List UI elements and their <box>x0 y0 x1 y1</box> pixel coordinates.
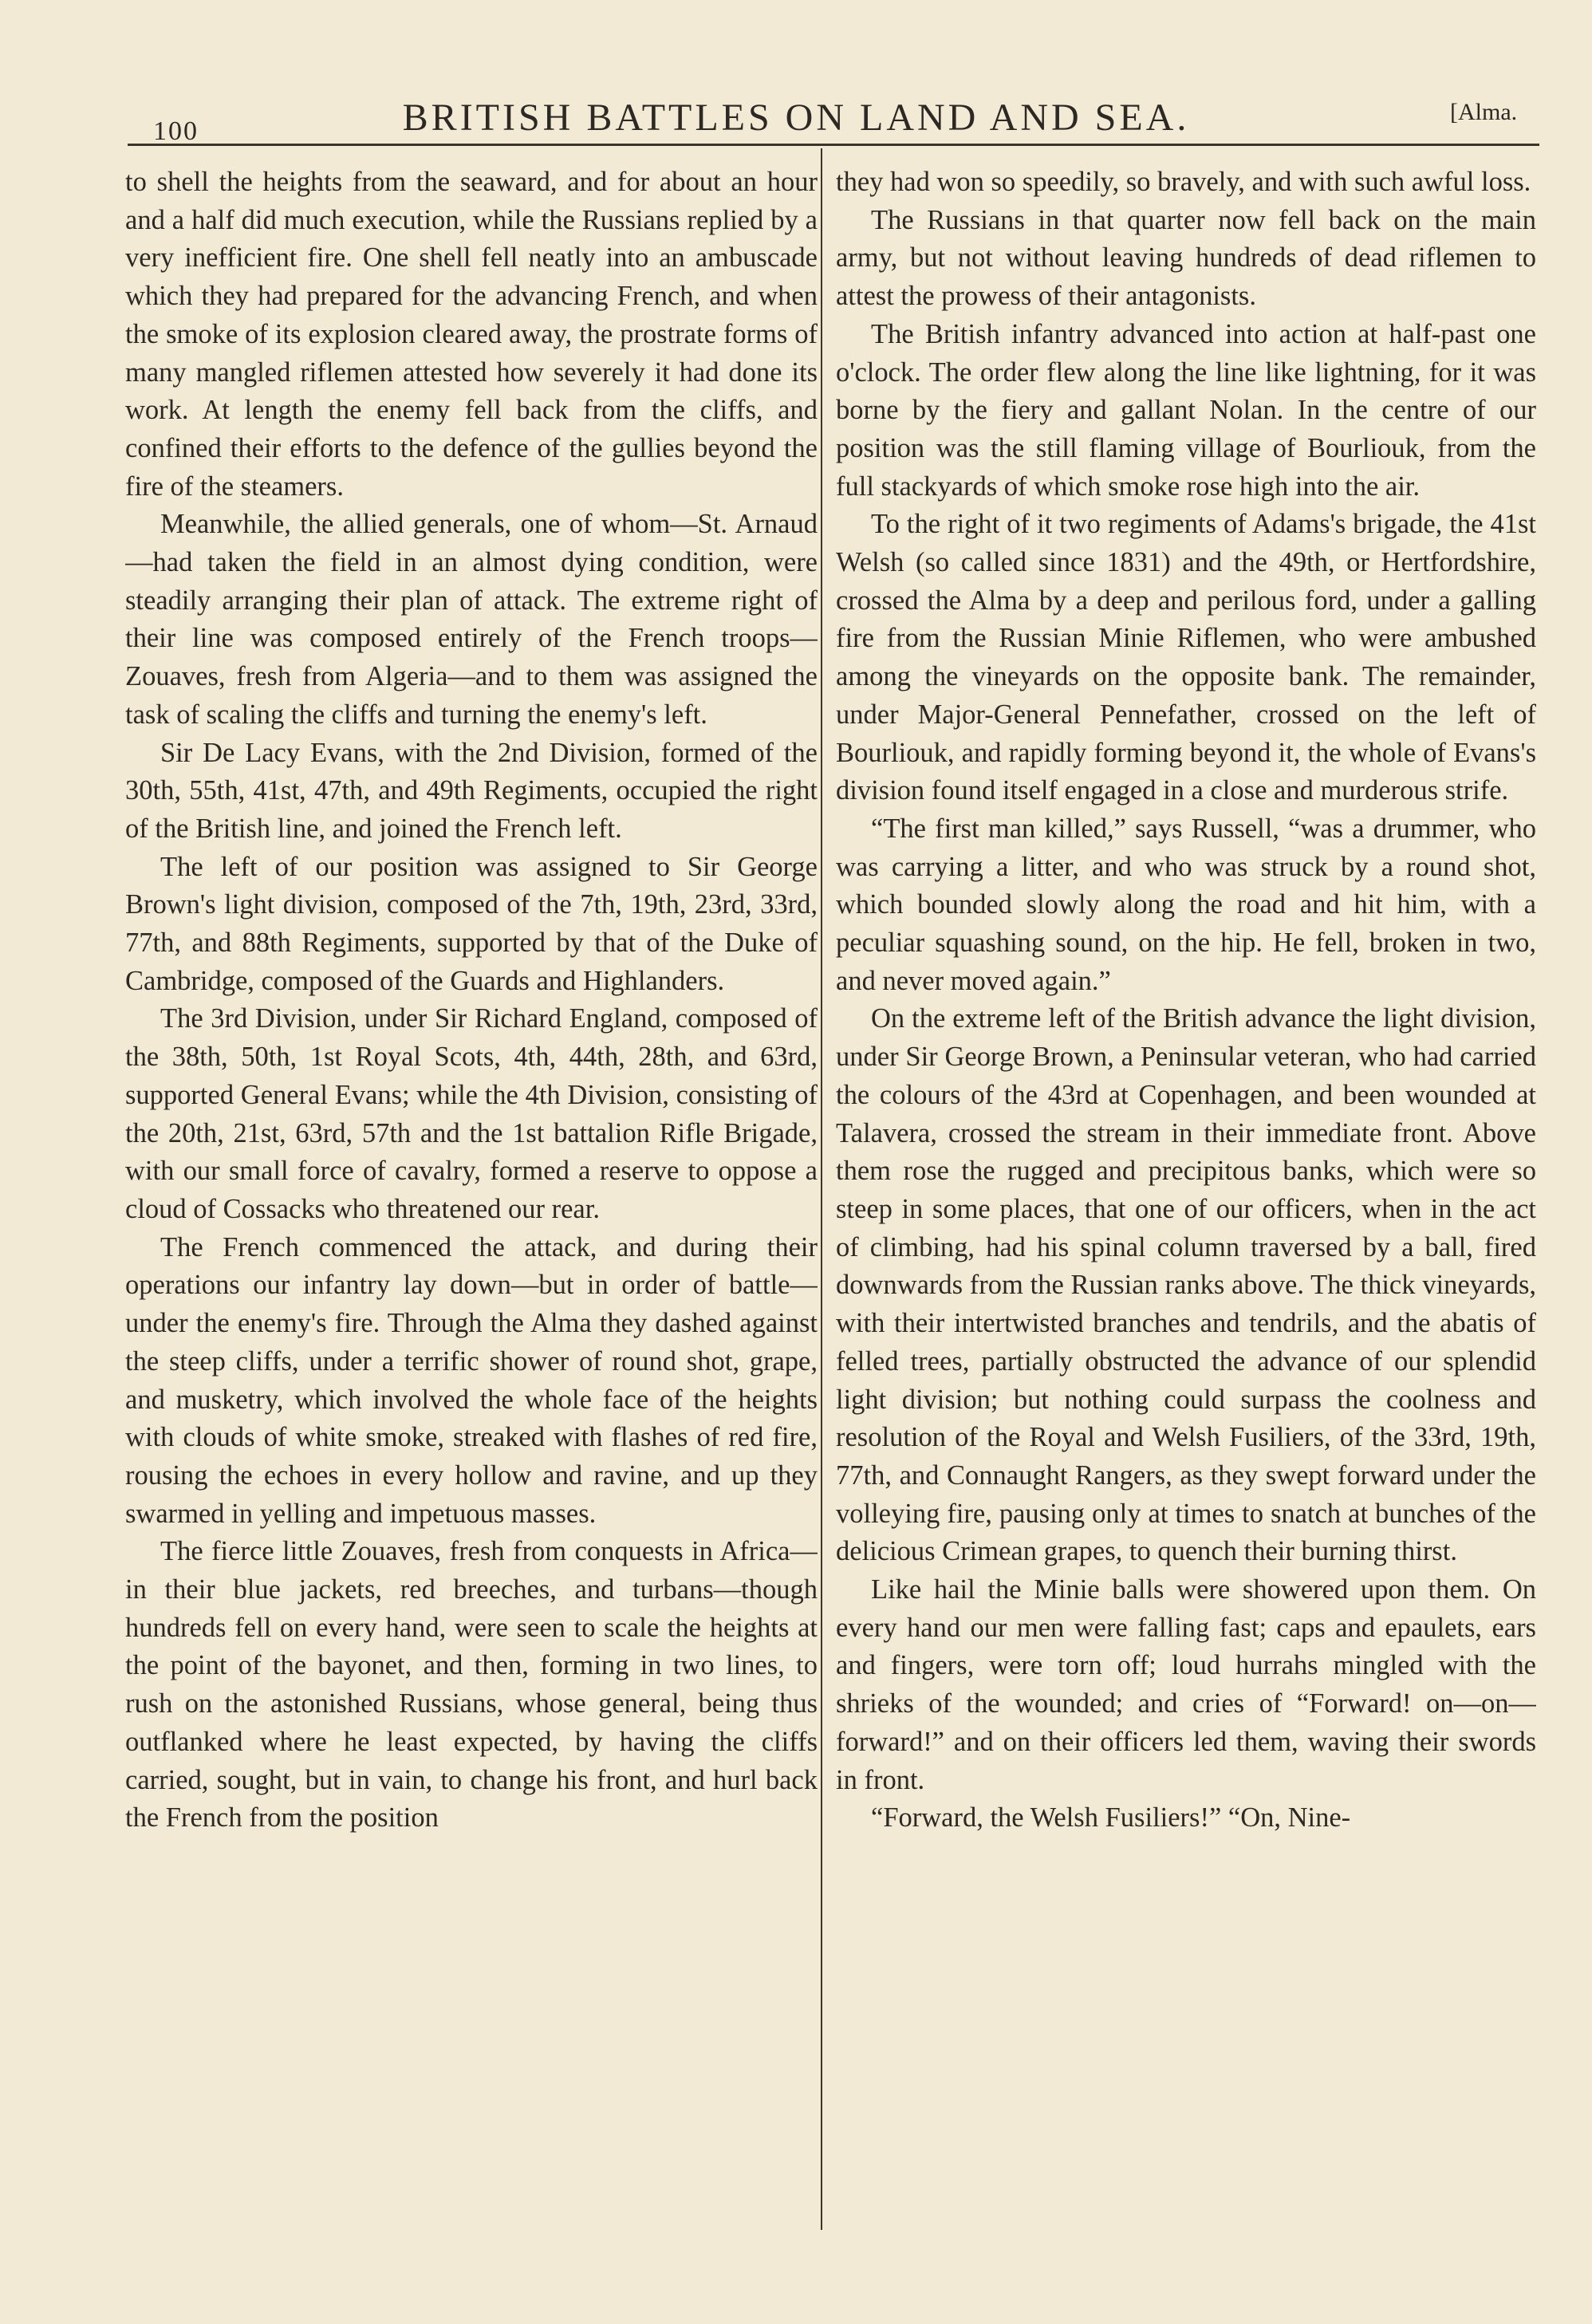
paragraph: Sir De Lacy Evans, with the 2nd Division, formed of the 30th, 55th, 41st, 47th, and 49th Regiments, occupied the right of the British line, and joined the French left. <box>125 737 818 844</box>
column-divider <box>821 148 822 2230</box>
paragraph: Meanwhile, the allied generals, one of whom—St. Arnaud—had taken the field in an almost dying condition, were steadily arranging their plan of attack. The extreme right of their line was composed entirely of the French troops—Zouaves, fresh from Algeria—and to them was assigned the task of scaling the cliffs and turning the enemy's left. <box>125 509 818 730</box>
paragraph: The fierce little Zouaves, fresh from conquests in Africa—in their blue jackets, red breeches, and turbans—though hundreds fell on every hand, were seen to scale the heights at the point of the bayonet, and then, forming in two lines, to rush on the astonished Russians, whose general, being thus outflanked where he least expected, by having the cliffs carried, sought, but in vain, to change his front, and hurl back the French from the position <box>125 1536 818 1834</box>
text-column-left <box>125 163 818 2237</box>
paragraph: “Forward, the Welsh Fusiliers!” “On, Nine- <box>871 1802 1351 1834</box>
paragraph: “The first man killed,” says Russell, “was a drummer, who was carrying a litter, and who was struck by a round shot, which bounded slowly along the road and hit him, with a peculiar squashing sound, on the hip. He fell, broken in two, and never moved again.” <box>836 813 1536 996</box>
text-column-right <box>836 163 1536 2237</box>
paragraph: The Russians in that quarter now fell back on the main army, but not without leaving hundreds of dead riflemen to attest the prowess of their antagonists. <box>836 204 1536 312</box>
paragraph: The British infantry advanced into action at half-past one o'clock. The order flew along the line like lightning, for it was borne by the fiery and gallant Nolan. In the centre of our position was the still flaming village of Bourliouk, from the full stackyards of which smoke rose high into the air. <box>836 318 1536 502</box>
section-tag: [Alma. <box>1450 99 1518 125</box>
paragraph: The 3rd Division, under Sir Richard England, composed of the 38th, 50th, 1st Royal Scots, 4th, 44th, 28th, and 63rd, supported General Evans; while the 4th Division, consisting of the 20th, 21st, 63rd, 57th and the 1st battalion Rifle Brigade, with our small force of cavalry, formed a reserve to oppose a cloud of Cossacks who threatened our rear. <box>125 1003 818 1224</box>
paragraph: On the extreme left of the British advance the light division, under Sir George Brown, a Peninsular veteran, who had carried the colours of the 43rd at Copenhagen, and been wounded at Talavera, crossed the stream in their immediate front. Above them rose the rugged and precipitous banks, which were so steep in some places, that one of our officers, when in the act of climbing, had his spinal column traversed by a ball, fired downwards from the Russian ranks above. The thick vineyards, with their intertwisted branches and tendrils, and the abatis of felled trees, partially obstructed the advance of our splendid light division; but nothing could surpass the coolness and resolution of the Royal and Welsh Fusiliers, of the 33rd, 19th, 77th, and Connaught Rangers, as they swept forward under the volleying fire, pausing only at times to snatch at bunches of the delicious Crimean grapes, to quench their burning thirst. <box>836 1003 1536 1567</box>
running-title: BRITISH BATTLES ON LAND AND SEA. <box>402 97 1190 139</box>
paragraph: The left of our position was assigned to Sir George Brown's light division, composed of the 7th, 19th, 23rd, 33rd, 77th, and 88th Regiments, supported by that of the Duke of Cambridge, composed of the Guards and Highlanders. <box>125 851 818 996</box>
paragraph: they had won so speedily, so bravely, and with such awful loss. <box>836 167 1531 197</box>
page-number: 100 <box>153 116 199 146</box>
paragraph: The French commenced the attack, and during their operations our infantry lay down—but in order of battle—under the enemy's fire. Through the Alma they dashed against the steep cliffs, under a terrific shower of round shot, grape, and musketry, which involved the whole face of the heights with clouds of white smoke, streaked with flashes of red fire, rousing the echoes in every hollow and ravine, and up they swarmed in yelling and impetuous masses. <box>125 1231 818 1529</box>
paragraph: to shell the heights from the seaward, and for about an hour and a half did much execution, while the Russians replied by a very inefficient fire. One shell fell neatly into an ambuscade which they had prepared for the advancing French, and when the smoke of its explosion cleared away, the prostrate forms of many mangled riflemen attested how severely it had done its work. At length the enemy fell back from the cliffs, and confined their efforts to the defence of the gullies beyond the fire of the steamers. <box>125 167 818 502</box>
header-rule <box>128 144 1539 146</box>
paragraph: To the right of it two regiments of Adams's brigade, the 41st Welsh (so called since 1831) and the 49th, or Hertfordshire, crossed the Alma by a deep and perilous ford, under a galling fire from the Russian Minie Riflemen, who were ambushed among the vineyards on the opposite bank. The remainder, under Major-General Pennefather, crossed on the left of Bourliouk, and rapidly forming beyond it, the whole of Evans's division found itself engaged in a close and murderous strife. <box>836 509 1536 806</box>
page-header <box>0 0 1592 160</box>
paragraph: Like hail the Minie balls were showered upon them. On every hand our men were falling fast; caps and epaulets, ears and fingers, were torn off; loud hurrahs mingled with the shrieks of the wounded; and cries of “Forward! on—on—forward!” and on their officers led them, waving their swords in front. <box>836 1574 1536 1795</box>
